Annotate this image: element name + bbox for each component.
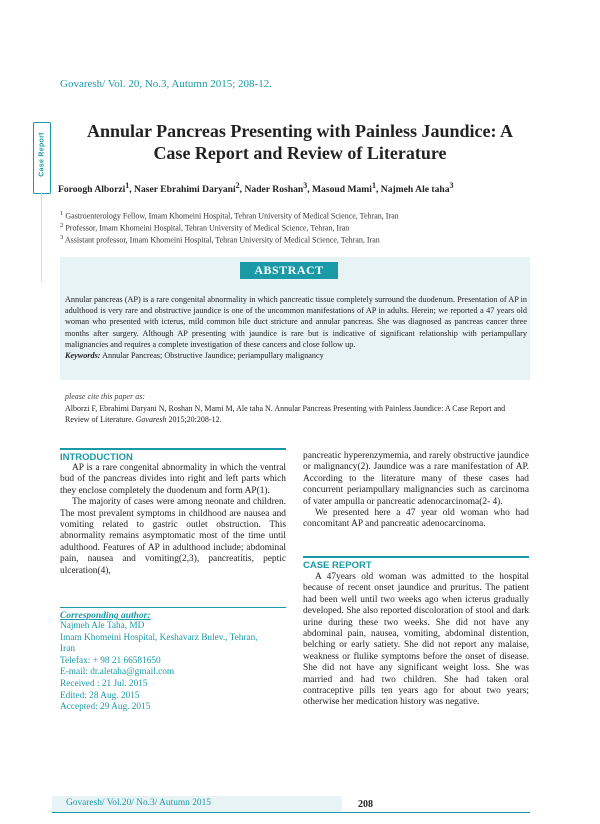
- author-name: Nader Roshan: [244, 184, 304, 196]
- corresponding-author-title: Corresponding author:: [60, 611, 151, 621]
- abstract-paragraph: Annular pancreas (AP) is a rare congenital abnormality in which pancreatic tissue completely surround the duodenum. Presentation of AP in adulthood is very rare and obstructive jaundice is one of the uncommon manifestations of AP in adults. Herein; we reported a 47 years old woman who presented with icterus, mild common bile duct stricture and annular pancreas. She was diagnosed as pancreas cancer three months after surgery. Although AP presenting with jaundice is rare but is indicative of significant relationship with periampullary malignancies and requires a complete investigation of these cancers and close follow up.: [65, 295, 527, 349]
- journal-header: Govaresh/ Vol. 20, No.3, Autumn 2015; 208-12.: [60, 78, 272, 90]
- paragraph: AP is a rare congenital abnormality in which the ventral bud of the pancreas divides into right and left parts which they enclose completely the duodenum and form AP(1).: [60, 463, 286, 496]
- affiliation-2: [60, 222, 349, 233]
- author-name: Naser Ebrahimi Daryani: [134, 184, 236, 196]
- author-affiliation-mark: 1: [125, 181, 130, 190]
- corresponding-line: Telefax: + 98 21 66581650: [60, 655, 161, 666]
- right-column-text: [303, 451, 529, 531]
- citation-main: Alborzi F, Ebrahimi Daryani N, Roshan N, Mami M, Ale taha N. Annular Pancreas Presenting with Painless Jaundice: A Case Report and Review of Literature.: [65, 404, 506, 424]
- left-column-text: [60, 463, 286, 577]
- footer-journal: Govaresh/ Vol.20/ No.3/ Autumn 2015: [66, 798, 211, 808]
- abstract-body: [65, 294, 527, 361]
- citation-label: please cite this paper as:: [65, 392, 145, 401]
- author-affiliation-mark: 3: [449, 181, 454, 190]
- corresponding-line: Iran: [60, 644, 75, 655]
- affiliation-mark: 3: [60, 234, 64, 241]
- author-name: Masoud Mami: [312, 184, 372, 196]
- section-rule: [60, 448, 286, 450]
- paragraph: A 47years old woman was admitted to the hospital because of recent onset jaundice and pruritus. The patient had been well until two weeks ago when icterus gradually developed. She also reported discoloration of stool and dark urine during these two weeks. She did not have any abdominal pain, nausea, vomiting, abdominal distention, belching or early satiety. She did not report any malaise, weakness or flulike symptoms before the onset of disease. She did not have any significant weight loss. She was married and had two children. She had taken oral contraceptive pills ten years ago for about two years; otherwise her medication history was negative.: [303, 572, 529, 708]
- paragraph: We presented here a 47 year old woman who had concomitant AP and pancreatic adenocarcinoma.: [303, 508, 529, 530]
- corresponding-line: Imam Khomeini Hospital, Keshavarz Bulev., Tehran,: [60, 632, 258, 643]
- affiliation-text: Assistant professor, Imam Khomeini Hospital, Tehran University of Medical Science, Tehran, Iran: [64, 235, 380, 245]
- section-rule: [303, 556, 529, 558]
- title-line-1: Annular Pancreas Presenting with Painless Jaundice: A: [86, 121, 514, 141]
- citation-text: [65, 403, 527, 425]
- author-affiliation-mark: 1: [371, 181, 376, 190]
- corresponding-line: Accepted: 29 Aug. 2015: [60, 702, 151, 713]
- affiliation-1: [60, 210, 399, 221]
- article-title: [60, 120, 540, 164]
- corresponding-author-block: [60, 611, 286, 714]
- article-type-label: Case Report: [38, 132, 46, 177]
- keywords-label: Keywords:: [65, 351, 101, 361]
- author-affiliation-mark: 3: [303, 181, 308, 190]
- side-divider: [41, 192, 42, 282]
- section-rule: [60, 607, 286, 608]
- page-number: 208: [358, 799, 373, 810]
- author-name: Foroogh Alborzi: [58, 184, 126, 196]
- paragraph: The majority of cases were among neonate and children. The most prevalent symptoms in childhood are nausea and vomiting related to gastric outlet obstruction. This abnormality remains asymptomatic most of the time until adulthood. Features of AP in adulthood include; abdominal pain, nausea and vomiting(2,3), pancreatitis, peptic ulceration(4),: [60, 497, 286, 576]
- affiliation-text: Professor, Imam Khomeini Hospital, Tehran University of Medical Science, Tehran, Iran: [65, 223, 350, 233]
- introduction-heading: INTRODUCTION: [60, 452, 133, 463]
- article-type-tab: [33, 122, 51, 194]
- citation-journal: Govaresh: [135, 415, 167, 424]
- case-report-text: [303, 572, 529, 709]
- title-line-2: Case Report and Review of Literature: [153, 143, 447, 163]
- author-name: Najmeh Ale taha: [380, 184, 450, 196]
- author-affiliation-mark: 2: [235, 181, 240, 190]
- keywords-text: Annular Pancreas; Obstructive Jaundice; periampullary malignancy: [100, 351, 324, 361]
- corresponding-line: Edited: 28 Aug. 2015: [60, 690, 140, 701]
- corresponding-line: Received : 21 Jul. 2015: [60, 678, 148, 689]
- affiliation-mark: 2: [60, 222, 64, 229]
- abstract-heading: ABSTRACT: [240, 262, 338, 279]
- corresponding-line: Najmeh Ale Taha, MD: [60, 621, 145, 631]
- paragraph: pancreatic hyperenzymemia, and rarely obstructive jaundice or malignancy(2). Jaundice was a rare manifestation of AP. According to the literature many of these cases had concurrent periampullary malignancies such as carcinoma of vater ampulla or pancreatic adenocarcinoma(2- 4).: [303, 451, 529, 507]
- author-list: Foroogh Alborzi$^1$, Naser Ebrahimi Daryani$^2$, Nader Roshan$^3$, Masoud Mami$^1$, Najmeh Ale taha$^3$: [58, 181, 454, 196]
- affiliation-mark: 1: [60, 210, 64, 217]
- affiliation-3: [60, 234, 380, 245]
- footer-rule: [52, 812, 530, 813]
- affiliation-text: Gastroenterology Fellow, Imam Khomeini Hospital, Tehran University of Medical Science, Tehran, Iran: [65, 211, 399, 221]
- citation-tail: 2015;20:208-12.: [166, 415, 222, 424]
- case-report-heading: CASE REPORT: [303, 560, 372, 571]
- corresponding-line: E-mail: dr.aletaha@gmail.com: [60, 667, 175, 678]
